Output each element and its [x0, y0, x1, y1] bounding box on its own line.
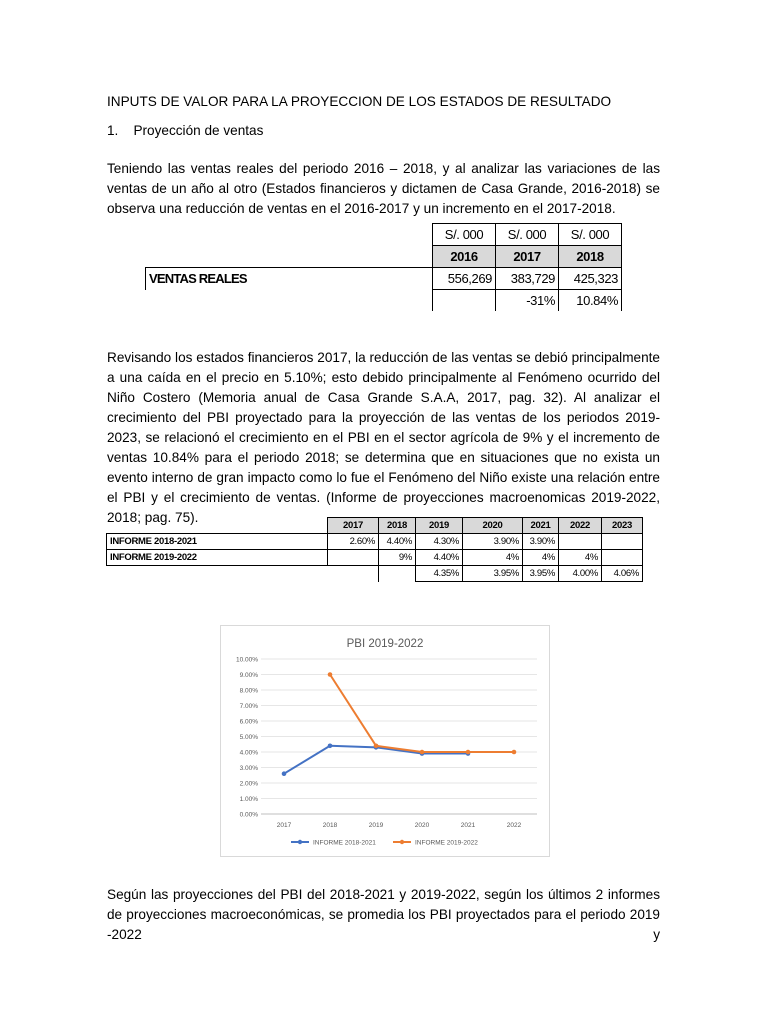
row-label: INFORME 2018-2021 — [107, 534, 328, 550]
pbi-value: 9% — [379, 550, 416, 566]
row-label: VENTAS REALES — [146, 268, 433, 290]
data-point — [374, 744, 379, 749]
pbi-average: 3.95% — [523, 566, 559, 582]
currency-cell: S/. 000 — [496, 224, 559, 246]
pbi-table — [106, 517, 643, 582]
change-value: 10.84% — [559, 290, 622, 312]
pbi-value: 4% — [463, 550, 523, 566]
y-tick-label: 0.00% — [239, 811, 258, 819]
year-cell: 2018 — [559, 246, 622, 268]
x-tick-label: 2019 — [368, 822, 384, 829]
paragraph-2: Revisando los estados financieros 2017, la reducción de las ventas se debió principalmente a una caída en el precio en 5.10%; esto debido principalmente al Fenómeno ocurrido del Niño Costero (Memoria anual de Casa Grande S.A.A, 2017, pag. 32). Al analizar el crecimiento del PBI proyectado para la proyección de las ventas de los periodos 2019-2023, se relacionó el crecimiento en el PBI en el sector agrícola de 9% y el incremento de ventas 10.84% para el periodo 2018; se determina que en situaciones que no exista un evento interno de gran impacto como lo fue el Fenómeno del Niño existe una relación entre el PBI y el crecimiento de ventas. (Informe de proyecciones macroenomicas 2019-2022, 2018; pag. 75). — [107, 350, 660, 525]
paragraph-3: Según las proyecciones del PBI del 2018-2021 y 2019-2022, según los últimos 2 informes de proyecciones macroeconómicas, se promedia los PBI proyectados para el periodo 2019 -2022 y — [107, 887, 660, 942]
row-label: INFORME 2019-2022 — [107, 550, 328, 566]
year-cell: 2016 — [433, 246, 496, 268]
pbi-value: 4% — [523, 550, 559, 566]
year-header: 2022 — [559, 518, 602, 534]
year-header: 2021 — [523, 518, 559, 534]
sales-value: 425,323 — [559, 268, 622, 290]
pbi-value: 3.90% — [463, 534, 523, 550]
pbi-value — [602, 550, 643, 566]
x-tick-label: 2018 — [322, 822, 338, 829]
pbi-row — [107, 534, 643, 550]
pbi-header-row — [107, 518, 643, 534]
legend-label: INFORME 2019-2022 — [415, 839, 478, 847]
year-header: 2023 — [602, 518, 643, 534]
pbi-chart — [220, 625, 550, 857]
year-header: 2019 — [416, 518, 463, 534]
y-tick-label: 7.00% — [239, 703, 258, 710]
data-point — [328, 744, 333, 749]
y-tick-label: 6.00% — [239, 718, 258, 726]
y-tick-label: 8.00% — [239, 687, 258, 695]
data-point — [420, 750, 425, 755]
pbi-value: 4.30% — [416, 534, 463, 550]
pbi-value: 2.60% — [328, 534, 379, 550]
pbi-value: 4% — [559, 550, 602, 566]
sales-value: 383,729 — [496, 268, 559, 290]
section-title: 1. Proyección de ventas — [107, 123, 264, 138]
y-tick-label: 3.00% — [239, 765, 258, 772]
currency-row — [146, 224, 622, 246]
currency-cell: S/. 000 — [433, 224, 496, 246]
year-row — [146, 246, 622, 268]
y-tick-label: 5.00% — [239, 734, 258, 741]
x-tick-label: 2021 — [460, 822, 476, 829]
sales-value: 556,269 — [433, 268, 496, 290]
document-heading: INPUTS DE VALOR PARA LA PROYECCION DE LOS ESTADOS DE RESULTADO — [107, 94, 612, 109]
data-point — [328, 672, 333, 677]
pbi-value: 4.40% — [416, 550, 463, 566]
pbi-value — [559, 534, 602, 550]
series-line — [330, 675, 514, 753]
year-header: 2018 — [379, 518, 416, 534]
y-tick-label: 2.00% — [239, 780, 258, 788]
data-point — [512, 750, 517, 755]
change-value — [433, 290, 496, 312]
change-row — [146, 290, 622, 312]
pbi-average: 4.35% — [416, 566, 463, 582]
pbi-average: 4.00% — [559, 566, 602, 582]
pbi-value: 3.90% — [523, 534, 559, 550]
y-tick-label: 4.00% — [239, 749, 258, 757]
paragraph-1: Teniendo las ventas reales del periodo 2016 – 2018, y al analizar las variaciones de las ventas de un año al otro (Estados financieros y dictamen de Casa Grande, 2016-2018) se observa una reducción de ventas en el 2016-2017 y un incremento en el 2017-2018. — [107, 161, 660, 216]
year-header: 2020 — [463, 518, 523, 534]
x-tick-label: 2020 — [414, 822, 430, 829]
series-line — [284, 746, 468, 774]
sales-table — [145, 223, 622, 311]
y-tick-label: 9.00% — [239, 672, 258, 679]
pbi-value: 4.40% — [379, 534, 416, 550]
year-cell: 2017 — [496, 246, 559, 268]
x-tick-label: 2017 — [276, 822, 292, 829]
pbi-average: 3.95% — [463, 566, 523, 582]
chart-title: PBI 2019-2022 — [346, 638, 424, 650]
year-header: 2017 — [328, 518, 379, 534]
x-tick-label: 2022 — [506, 822, 522, 829]
pbi-chart-svg — [221, 626, 549, 856]
legend-label: INFORME 2018-2021 — [313, 839, 376, 847]
y-tick-label: 10.00% — [235, 656, 258, 664]
legend-marker — [400, 840, 404, 844]
pbi-row — [107, 550, 643, 566]
pbi-value — [328, 550, 379, 566]
data-point — [282, 771, 287, 776]
pbi-average-row — [107, 566, 643, 582]
currency-cell: S/. 000 — [559, 224, 622, 246]
data-point — [466, 750, 471, 755]
pbi-value — [602, 534, 643, 550]
pbi-average: 4.06% — [602, 566, 643, 582]
sales-row — [146, 268, 622, 290]
legend-marker — [298, 840, 302, 844]
change-value: -31% — [496, 290, 559, 312]
y-tick-label: 1.00% — [239, 796, 258, 803]
